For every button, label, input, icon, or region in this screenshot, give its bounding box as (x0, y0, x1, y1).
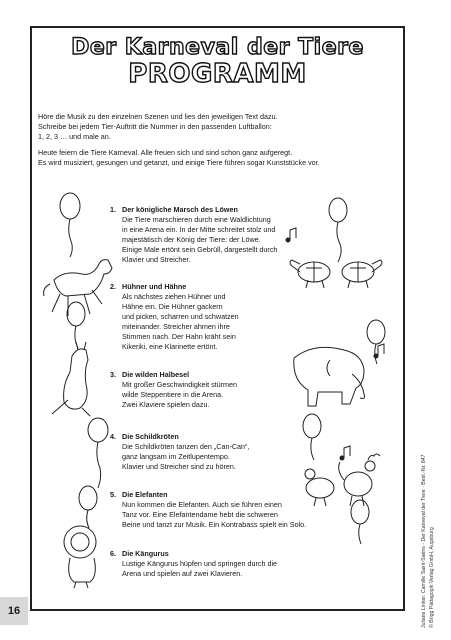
lion-icon (64, 526, 96, 588)
rooster-icon (339, 454, 380, 506)
worksheet-title: Der Karneval der Tiere (71, 35, 364, 60)
item-line: in eine Arena ein. In der Mitte schreitet stolz und (122, 225, 276, 234)
item-line: Klavier und Streicher. (122, 255, 191, 264)
item-line: Als nächstes ziehen Hühner und (122, 292, 226, 301)
item-line: Lustige Kängurus hüpfen und springen durch die (122, 559, 278, 568)
item-number: 3. (110, 370, 116, 379)
item-line: Stimmen nach. Der Hahn kräht sein (122, 332, 236, 341)
item-line: ganz langsam im Zeitlupentempo. (122, 452, 230, 461)
item-line: Zwei Klaviere spielen dazu. (122, 400, 210, 409)
item-title: Der königliche Marsch des Löwen (122, 205, 238, 214)
intro-line: Höre die Musik zu den einzelnen Szenen und lies den jeweiligen Text dazu. (38, 112, 278, 121)
item-line: Die Tiere marschieren durch eine Waldlichtung (122, 215, 271, 224)
balloon-icon[interactable] (88, 418, 108, 488)
copyright-note (411, 454, 445, 628)
item-number: 6. (110, 549, 116, 558)
item-line: Klavier und Streicher sind zu hören. (122, 462, 236, 471)
item-line: majestätisch der König der Tiere: der Löwe. (122, 235, 261, 244)
item-title: Hühner und Hähne (122, 282, 187, 291)
worksheet-subtitle: PROGRAMM (128, 59, 307, 90)
item-title: Die Elefanten (122, 490, 168, 499)
balloon-icon[interactable] (60, 193, 80, 257)
music-note-icon (286, 228, 384, 460)
copyright-line: Juliane Linker: Camille Saint-Saëns - Der Karneval der Tiere · Best.-Nr. 847 (421, 454, 427, 628)
balloon-icon[interactable] (303, 414, 321, 460)
item-title: Die Kängurus (122, 549, 169, 558)
balloon-icon[interactable] (351, 500, 369, 544)
balloon-icon[interactable] (329, 198, 347, 262)
item-line: Mit großer Geschwindigkeit stürmen (122, 380, 238, 389)
intro-line: Schreibe bei jedem Tier-Auftritt die Nummer in den passenden Luftballon: (38, 122, 272, 131)
item-line: Kikeriki, eine Klarinette ertönt. (122, 342, 218, 351)
kangaroo-icon (52, 342, 90, 416)
donkey-icon (44, 260, 112, 316)
item-number: 4. (110, 432, 116, 441)
item-line: Nun kommen die Elefanten. Auch sie führen einen (122, 500, 282, 509)
item-line: Die Schildkröten tanzen den „Can-Can“, (122, 442, 250, 451)
item-line: miteinander. Streicher ahmen ihre (122, 322, 230, 331)
hen-icon (305, 469, 334, 506)
item-title: Die Schildkröten (122, 432, 179, 441)
turtle-icon (342, 260, 382, 288)
illustrations (32, 28, 403, 609)
item-line: Tanz vor. Eine Elefantendame hebt die schweren (122, 510, 278, 519)
worksheet-frame (30, 26, 405, 611)
balloon-icon[interactable] (67, 302, 85, 348)
copyright-line: © Brigg Pädagogik Verlag GmbH, Augsburg (429, 527, 435, 628)
item-line: Arena und spielen auf zwei Klavieren. (122, 569, 243, 578)
item-line: wilde Steppentiere in die Arena. (122, 390, 224, 399)
page-number: 16 (0, 597, 28, 625)
item-title: Die wilden Halbesel (122, 370, 190, 379)
intro-line: Es wird musiziert, gesungen und getanzt, und einige Tiere führen sogar Kunststücke vor. (38, 158, 320, 167)
elephant-icon (294, 347, 365, 406)
item-line: Beine und tanzt zur Musik. Ein Kontrabass spielt ein Solo. (122, 520, 307, 529)
intro-line: 1, 2, 3 … und male an. (38, 132, 111, 141)
item-line: Einige Male ertönt sein Gebrüll, dargestellt durch (122, 245, 278, 254)
balloon-icon[interactable] (79, 486, 97, 528)
item-number: 5. (110, 490, 116, 499)
item-number: 1. (110, 205, 116, 214)
item-line: und picken, scharren und schwatzen (122, 312, 239, 321)
intro-line: Heute feiern die Tiere Karneval. Alle freuen sich und sind schon ganz aufgeregt. (38, 148, 293, 157)
turtle-icon (290, 260, 330, 288)
item-line: Hähne ein. Die Hühner gackern (122, 302, 223, 311)
item-number: 2. (110, 282, 116, 291)
